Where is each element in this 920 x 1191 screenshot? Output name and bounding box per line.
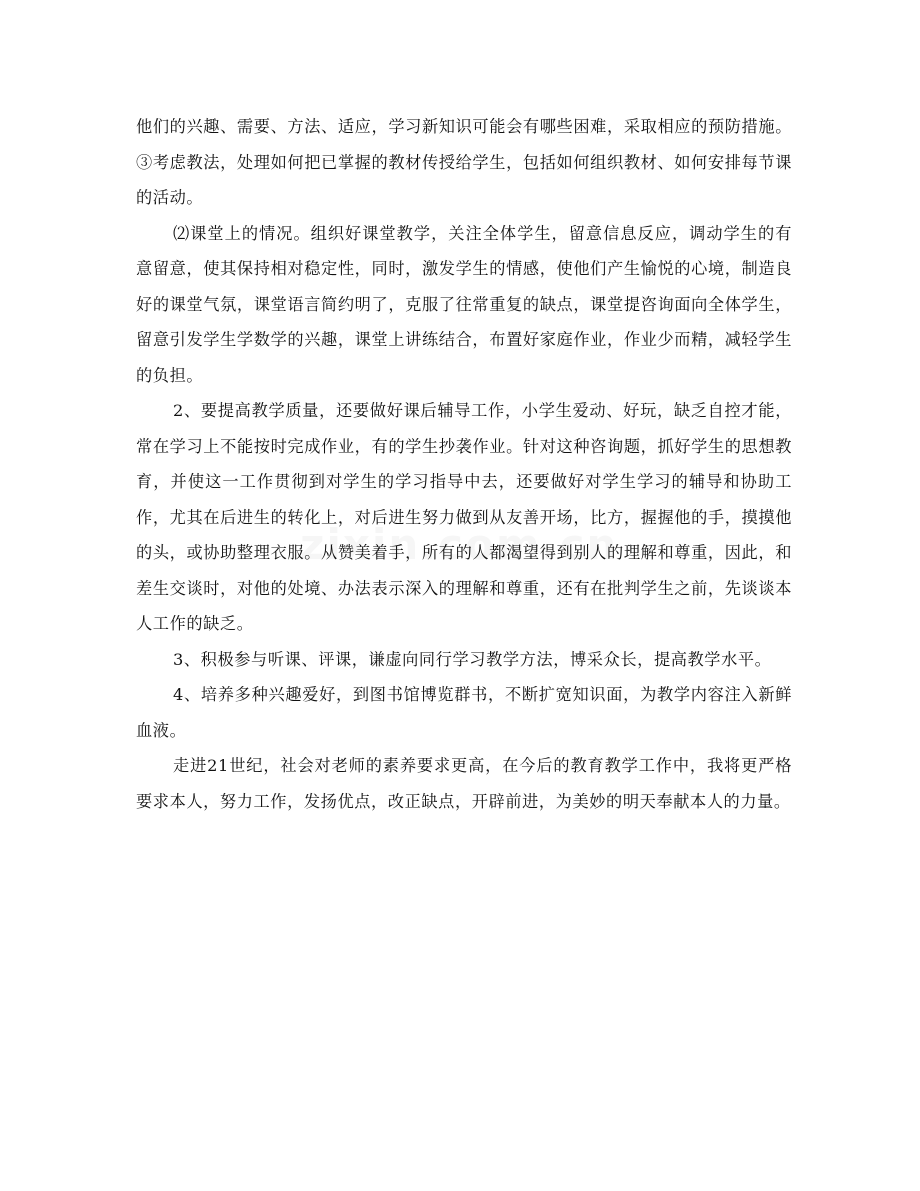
- paragraph-4: 3、积极参与听课、评课，谦虚向同行学习教学方法，博采众长，提高教学水平。: [173, 649, 772, 669]
- paragraph-3: 2、要提高教学质量，还要做好课后辅导工作，小学生爱动、好玩，缺乏自控才能，常在学习上不能按时完成作业，有的学生抄袭作业。针对这种咨询题，抓好学生的思想教育，并使这一工作贯彻到对学生的学习指导中去，还要做好对学生学习的辅导和协助工作，尤其在后进生的转化上，对后进生努力做到从友善开场，比方，握握他的手，摸摸他的头，或协助整理衣服。从赞美着手，所有的人都渴望得到别人的理解和尊重，因此，和差生交谈时，对他的处境、办法表示深入的理解和尊重，还有在批判学生之前，先谈谈本人工作的缺乏。: [136, 401, 792, 633]
- paragraph-2: ⑵课堂上的情况。组织好课堂教学，关注全体学生，留意信息反应，调动学生的有意留意，使其保持相对稳定性，同时，激发学生的情感，使他们产生愉悦的心境，制造良好的课堂气氛，课堂语言简约明了，克服了往常重复的缺点，课堂提咨询面向全体学生，留意引发学生学数学的兴趣，课堂上讲练结合，布置好家庭作业，作业少而精，减轻学生的负担。: [136, 223, 792, 385]
- paragraph-1: 他们的兴趣、需要、方法、适应，学习新知识可能会有哪些困难，采取相应的预防措施。③考虑教法，处理如何把已掌握的教材传授给学生，包括如何组织教材、如何安排每节课的活动。: [136, 117, 792, 207]
- paragraph-5: 4、培养多种兴趣爱好，到图书馆博览群书，不断扩宽知识面，为教学内容注入新鲜血液。: [136, 685, 792, 740]
- paragraph-6: 走进21世纪，社会对老师的素养要求更高，在今后的教育教学工作中，我将更严格要求本人，努力工作，发扬优点，改正缺点，开辟前进，为美妙的明天奉献本人的力量。: [136, 756, 792, 811]
- document-body: [136, 109, 792, 819]
